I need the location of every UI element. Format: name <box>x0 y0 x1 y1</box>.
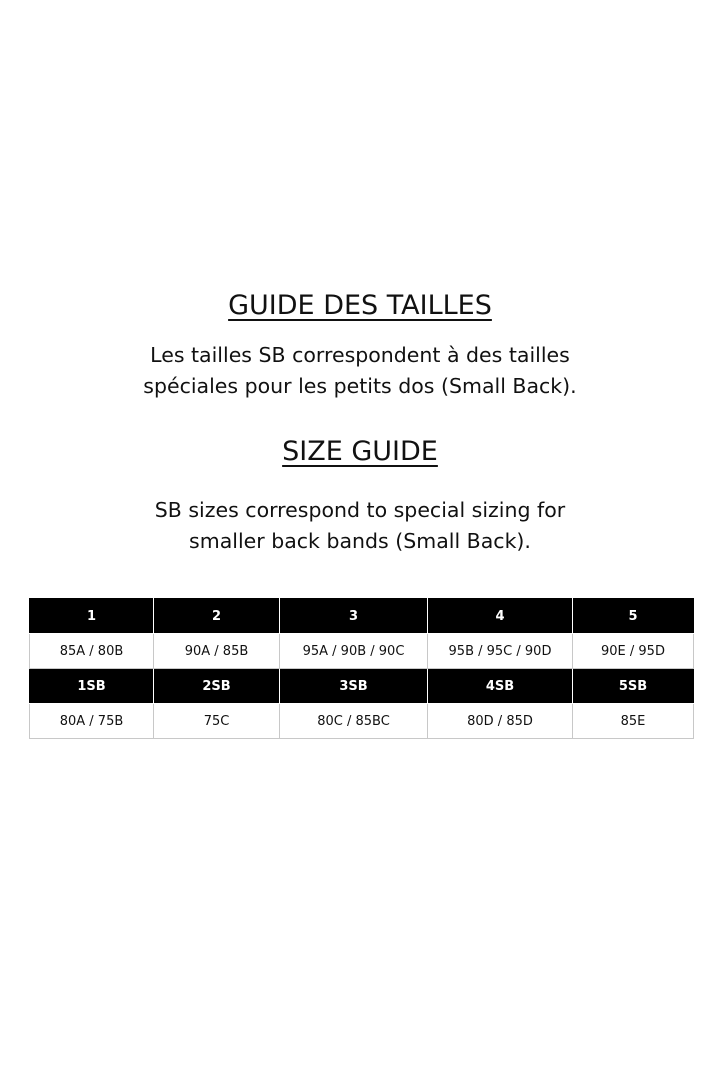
sb-size-header-cell: 4SB <box>428 669 573 704</box>
size-value-cell: 90E / 95D <box>573 634 694 669</box>
sb-size-header-cell: 2SB <box>154 669 280 704</box>
size-value-cell: 90A / 85B <box>154 634 280 669</box>
sb-size-header-cell: 3SB <box>280 669 428 704</box>
sb-size-value-cell: 85E <box>573 704 694 739</box>
french-description-line: spéciales pour les petits dos (Small Back). <box>143 374 577 398</box>
size-header-cell: 1 <box>30 599 154 634</box>
sb-size-header-cell: 5SB <box>573 669 694 704</box>
sb-size-value-cell: 80A / 75B <box>30 704 154 739</box>
english-description <box>0 495 720 557</box>
sb-header-row <box>30 669 694 704</box>
size-value-cell: 95B / 95C / 90D <box>428 634 573 669</box>
size-header-cell: 3 <box>280 599 428 634</box>
french-description-line: Les tailles SB correspondent à des tailles <box>150 343 570 367</box>
standard-header-row <box>30 599 694 634</box>
standard-values-row <box>30 634 694 669</box>
sb-size-value-cell: 80C / 85BC <box>280 704 428 739</box>
sb-values-row <box>30 704 694 739</box>
sb-size-value-cell: 75C <box>154 704 280 739</box>
size-header-cell: 5 <box>573 599 694 634</box>
french-title: GUIDE DES TAILLES <box>228 290 492 321</box>
english-description-line: smaller back bands (Small Back). <box>189 529 531 553</box>
size-header-cell: 2 <box>154 599 280 634</box>
size-value-cell: 85A / 80B <box>30 634 154 669</box>
size-value-cell: 95A / 90B / 90C <box>280 634 428 669</box>
size-header-cell: 4 <box>428 599 573 634</box>
size-table <box>29 598 694 739</box>
french-description <box>0 340 720 402</box>
english-description-line: SB sizes correspond to special sizing for <box>154 498 566 522</box>
english-title: SIZE GUIDE <box>282 436 438 467</box>
sb-size-header-cell: 1SB <box>30 669 154 704</box>
sb-size-value-cell: 80D / 85D <box>428 704 573 739</box>
